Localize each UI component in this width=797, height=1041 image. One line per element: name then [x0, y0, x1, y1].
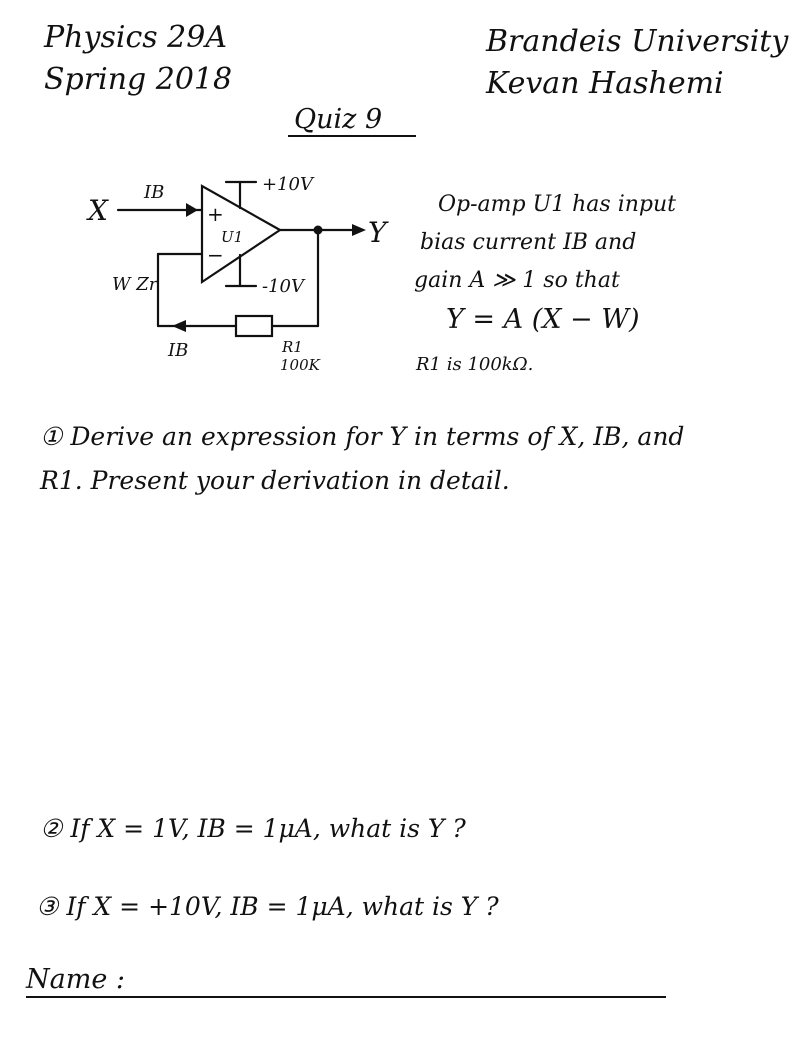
plus-supply-label: +10V [262, 174, 313, 195]
ib-arrow-left [172, 320, 186, 332]
course-title: Physics 29A [44, 20, 228, 55]
w-label: W Zr [112, 274, 158, 295]
output-node [314, 226, 323, 235]
description-equation: Y = A (X − W) [446, 304, 640, 335]
description-line-2: bias current IB and [420, 230, 637, 255]
ib-arrow-right [186, 203, 198, 217]
r1-value: 100K [280, 356, 320, 374]
description-line-1: Op-amp U1 has input [438, 192, 677, 217]
x-label: X [88, 194, 108, 227]
name-input-line[interactable] [26, 996, 666, 998]
plus-sign: + [207, 202, 224, 226]
description-line-3: gain A ≫ 1 so that [414, 268, 620, 293]
question-1-line-1: ① Derive an expression for Y in terms of X, IB, and [40, 422, 685, 451]
opamp-name: U1 [221, 228, 244, 246]
ib-label-top: IB [144, 182, 165, 203]
question-2: ② If X = 1V, IB = 1μA, what is Y ? [40, 814, 466, 843]
description-line-5: R1 is 100kΩ. [416, 354, 534, 375]
quiz-title: Quiz 9 [294, 104, 383, 135]
question-1-line-2: R1. Present your derivation in detail. [40, 466, 510, 495]
name-label: Name : [26, 964, 125, 995]
r1-label: R1 [282, 338, 303, 356]
output-arrow [352, 224, 366, 236]
resistor-r1 [236, 316, 272, 336]
y-label: Y [368, 216, 387, 249]
university: Brandeis University [486, 24, 789, 59]
ib-label-bottom: IB [168, 340, 189, 361]
instructor: Kevan Hashemi [486, 66, 724, 101]
term: Spring 2018 [44, 62, 233, 97]
minus-supply-label: -10V [262, 276, 304, 297]
minus-sign: − [207, 243, 224, 267]
question-3: ③ If X = +10V, IB = 1μA, what is Y ? [36, 892, 499, 921]
circuit-diagram [0, 0, 797, 400]
